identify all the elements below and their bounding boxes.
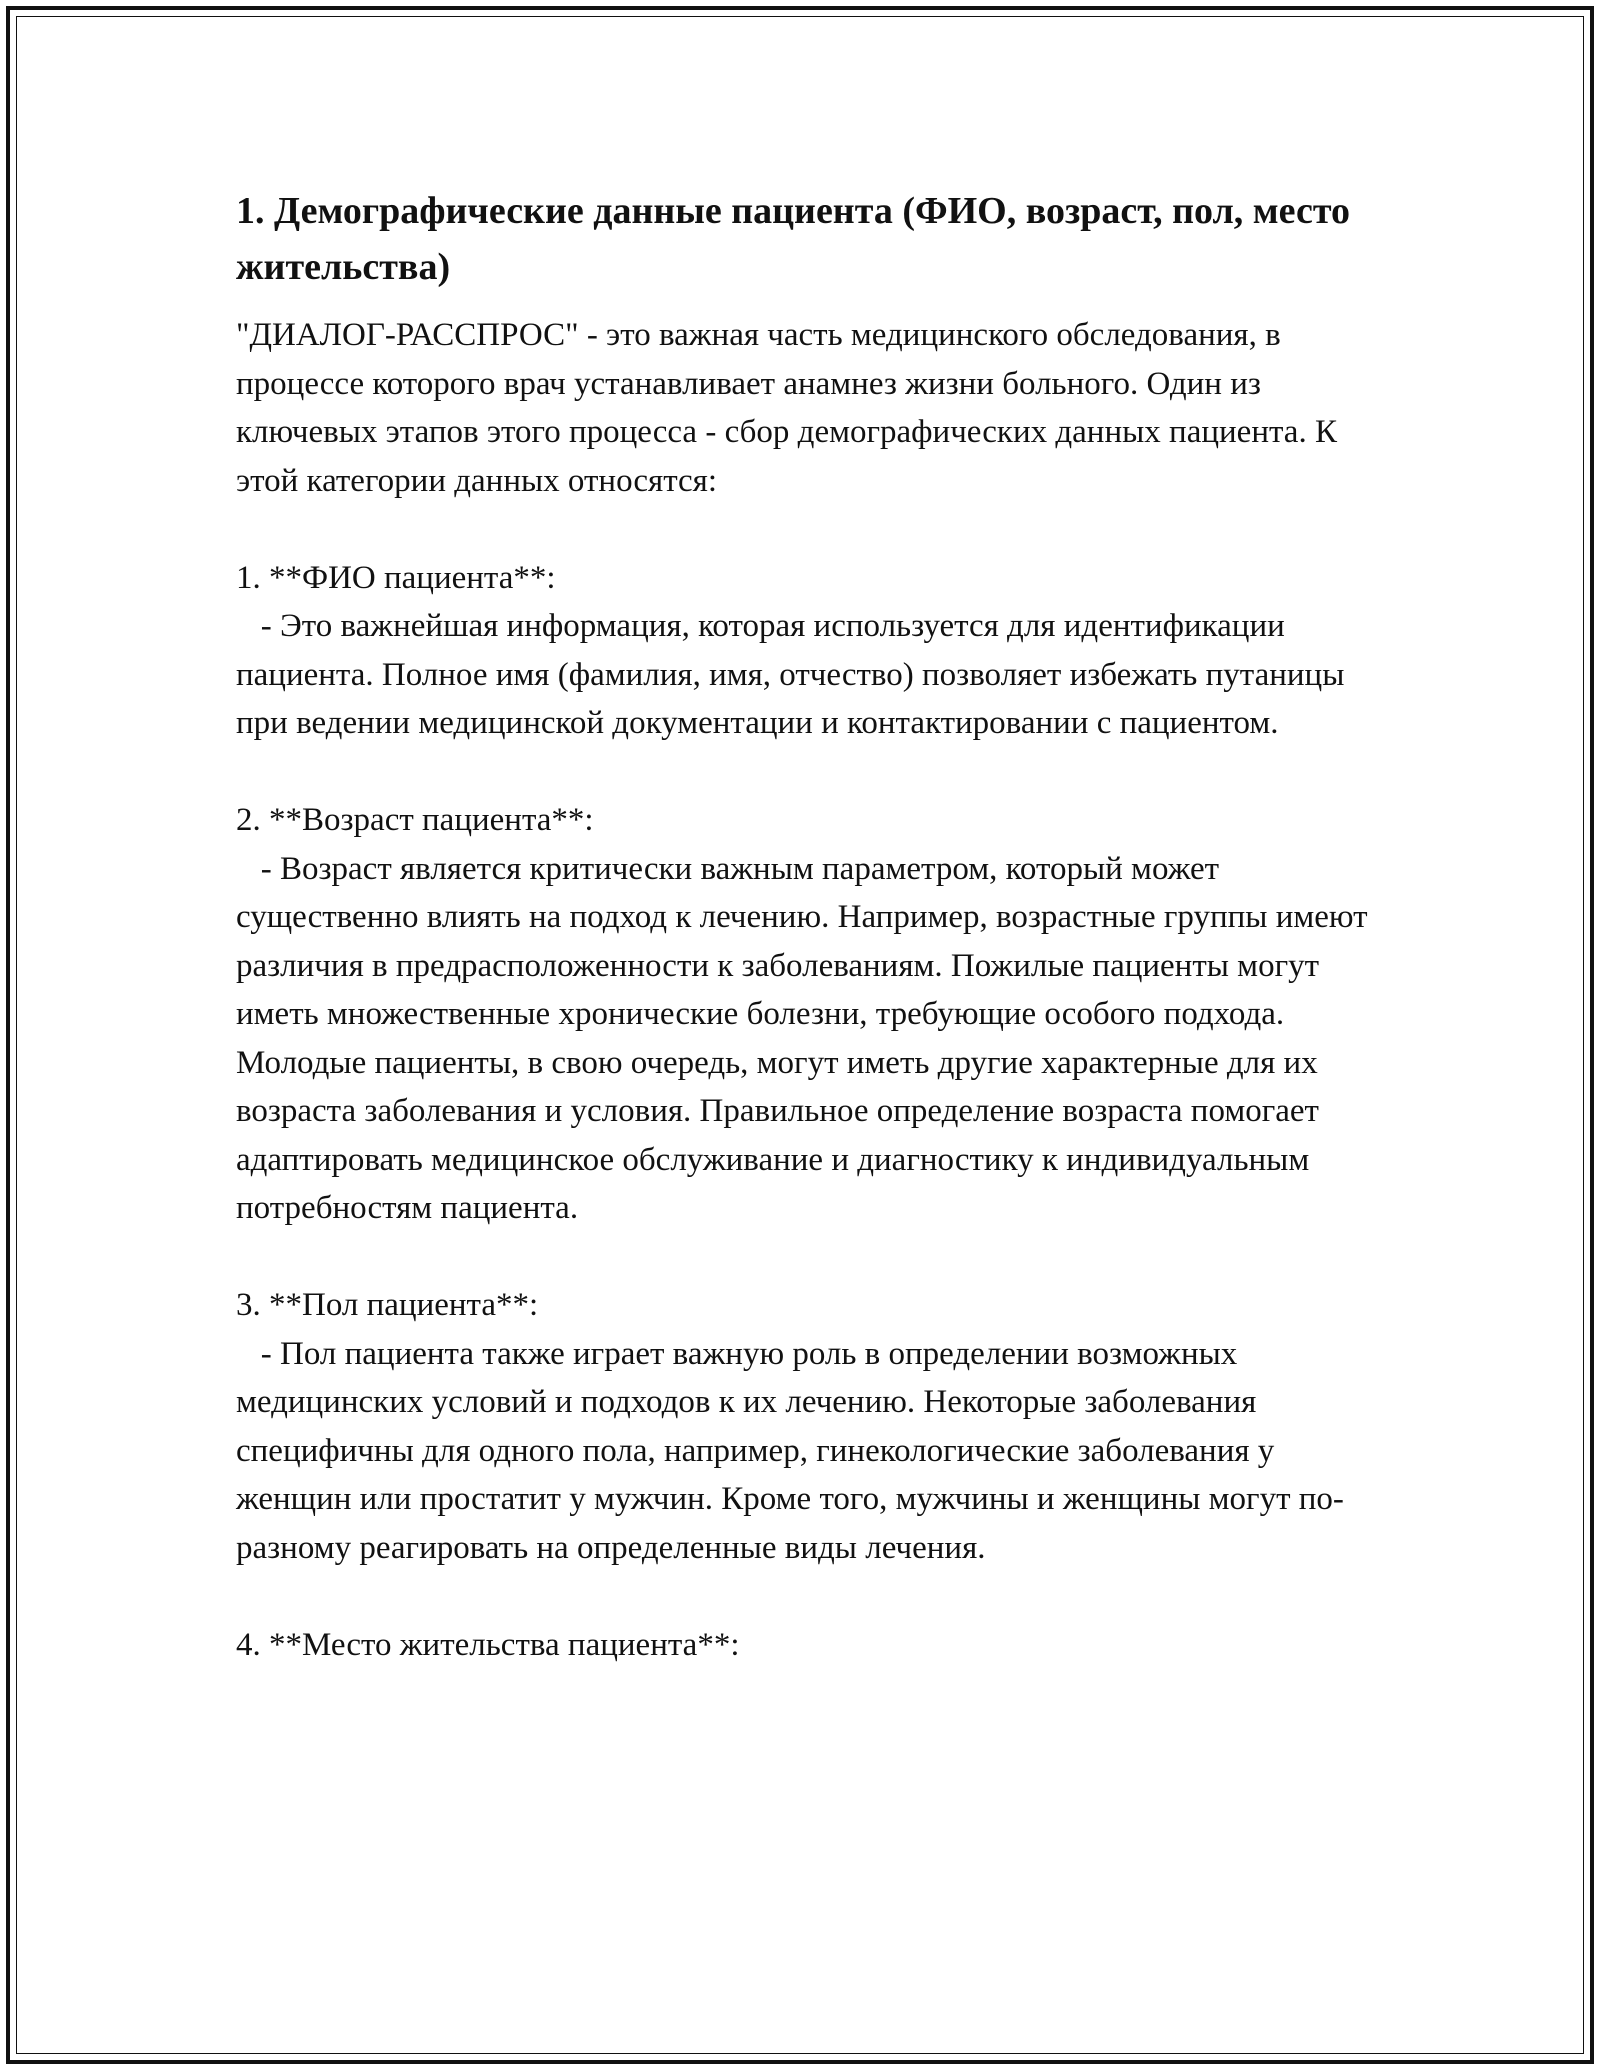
document-content (236, 183, 1376, 1669)
section-heading: 1. Демографические данные пациента (ФИО, возраст, пол, место жительства) (236, 190, 1351, 288)
section-body-text: "ДИАЛОГ-РАССПРОС" - это важная часть медицинского обследования, в процессе которого врач устанавливает анамнез жизни больного. Один из ключевых этапов этого процесса - сбор демографических данных пациента. К этой категории данных относятся: 1. **ФИО пациента**: - Это важнейшая информация, которая используется для идентификации пациента. Полное имя (фамилия, имя, отчество) позволяет избежать путаницы при ведении медицинской документации и контактировании с пациентом. 2. **Возраст пациента**: - Возраст является критически важным параметром, который может существенно влиять на подход к лечению. Например, возрастные группы имеют различия в предрасположенности к заболеваниям. Пожилые пациенты могут иметь множественные хронические болезни, требующие особого подхода. Молодые пациенты, в свою очередь, могут иметь другие характерные для их возраста заболевания и условия. Правильное определение возраста помогает адаптировать медицинское обслуживание и диагностику к индивидуальным потребностям пациента. 3. **Пол пациента**: - Пол пациента также играет важную роль в определении возможных медицинских условий и подходов к их лечению. Некоторые заболевания специфичны для одного пола, например, гинекологические заболевания у женщин или простатит у мужчин. Кроме того, мужчины и женщины могут по-разному реагировать на определенные виды лечения. 4. **Место жительства пациента**: (236, 317, 1368, 1663)
